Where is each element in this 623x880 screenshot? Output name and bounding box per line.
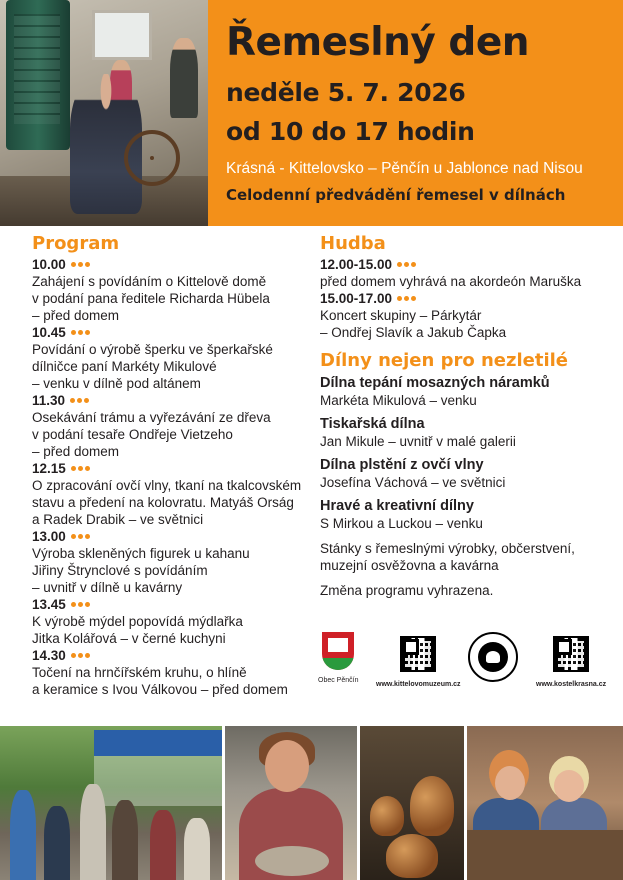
orange-dots-icon [71,534,90,539]
workshop-title: Dílna plstění z ovčí vlny [320,457,484,473]
program-section [32,233,317,698]
right-column [320,233,610,599]
qr-code-icon [400,636,436,672]
item-time: 11.30 [32,392,317,409]
item-text: v podání tesaře Ondřeje Vietzeho [32,427,233,442]
photo-strip [0,726,623,880]
item-text: – před domem [32,444,120,459]
item-text: – uvnitř v dílně u kavárny [32,580,183,595]
item-text: Povídání o výrobě šperku ve šperkařské [32,342,273,357]
item-text: Zahájení s povídáním o Kittelově domě [32,274,267,289]
orange-dots-icon [71,602,90,607]
orange-dots-icon [397,262,416,267]
logo-strip [318,630,618,690]
museum-qr[interactable] [376,636,461,688]
program-item [32,528,317,596]
item-text: Výroba skleněných figurek u kahanu [32,546,250,561]
photo-market [0,726,222,880]
museum-seal [468,632,518,682]
item-time: 12.15 [32,460,317,477]
church-web[interactable]: www.kostelkrasna.cz [536,681,607,688]
orange-dots-icon [71,262,90,267]
item-time: 10.45 [32,324,317,341]
workshop-leader: Markéta Mikulová – venku [320,393,477,408]
item-time: 12.00-15.00 [320,256,610,273]
workshop-leader: S Mirkou a Luckou – venku [320,516,483,531]
item-time: 14.30 [32,647,317,664]
item-text: O zpracování ovčí vlny, tkaní na tkalcovském [32,478,302,493]
item-text: Koncert skupiny – Párkytár [320,308,482,323]
municipality-logo [318,632,358,684]
spinning-wheel [124,130,180,186]
program-item [32,324,317,392]
item-text: Jiřiny Štrynclové s povídáním [32,563,208,578]
photo-craft-table [467,726,623,880]
item-time: 10.00 [32,256,317,273]
orange-dots-icon [70,398,89,403]
workshop-leader: Jan Mikule – uvnitř v malé galerii [320,434,516,449]
item-text: K výrobě mýdel popovídá mýdlařka [32,614,243,629]
item-text: a Radek Drabik – ve světnici [32,512,204,527]
program-item [32,460,317,528]
orange-dots-icon [397,296,416,301]
municipality-name: Obec Pěnčín [318,677,359,684]
program-list [32,256,317,698]
orange-dots-icon [71,653,90,658]
program-item [32,256,317,324]
item-text: a keramice s Ivou Válkovou – před domem [32,682,288,697]
coat-of-arms-icon [322,632,354,670]
raven-seal-icon [468,632,518,682]
music-heading: Hudba [320,233,386,254]
workshop-leader: Josefína Váchová – ve světnici [320,475,506,490]
workshop-title: Dílna tepání mosazných náramků [320,375,550,391]
item-text: – před domem [32,308,120,323]
tile-stove [6,0,70,150]
item-text: dílničce paní Markéty Mikulové [32,359,217,374]
event-tagline: Celodenní předvádění řemesel v dílnách [226,186,566,204]
item-text: před domem vyhrává na akordeón Maruška [320,274,582,289]
workshop-list [320,374,610,532]
event-place: Krásná - Kittelovsko – Pěnčín u Jablonce nad Nisou [226,160,583,177]
orange-dots-icon [71,466,90,471]
change-note: Změna programu vyhrazena. [320,583,494,598]
item-text: Točení na hrnčířském kruhu, o hlíně [32,665,247,680]
item-time: 13.00 [32,528,317,545]
item-text: – Ondřej Slavík a Jakub Čapka [320,325,507,340]
music-list [320,256,610,341]
item-text: v podání pana ředitele Richarda Hübela [32,291,270,306]
program-heading: Program [32,233,120,254]
page-title: Řemeslný den [226,20,530,65]
qr-code-icon [553,636,589,672]
program-item [320,256,610,290]
stalls-note: Stánky s řemeslnými výrobky, občerstvení, muzejní osvěžovna a kavárna [320,541,575,573]
church-qr[interactable] [536,636,606,688]
window [92,10,152,60]
workshops-heading: Dílny nejen pro nezletilé [320,350,569,371]
workshop-title: Hravé a kreativní dílny [320,498,474,514]
event-date: neděle 5. 7. 2026 [226,78,466,107]
orange-dots-icon [71,330,90,335]
program-item [32,596,317,647]
event-time: od 10 do 17 hodin [226,117,475,146]
workshop-title: Tiskařská dílna [320,416,425,432]
item-text: – venku v dílně pod altánem [32,376,201,391]
program-item [320,290,610,341]
program-item [32,392,317,460]
item-time: 15.00-17.00 [320,290,610,307]
item-text: Jitka Kolářová – v černé kuchyni [32,631,226,646]
photo-copperware [360,726,464,880]
museum-web[interactable]: www.kittelovomuzeum.cz [376,681,461,688]
header-photo [0,0,208,226]
item-text: stavu a předení na kolovratu. Matyáš Orság [32,495,294,510]
photo-potter [225,726,357,880]
item-time: 13.45 [32,596,317,613]
program-item [32,647,317,698]
item-text: Osekávání trámu a vyřezávání ze dřeva [32,410,271,425]
